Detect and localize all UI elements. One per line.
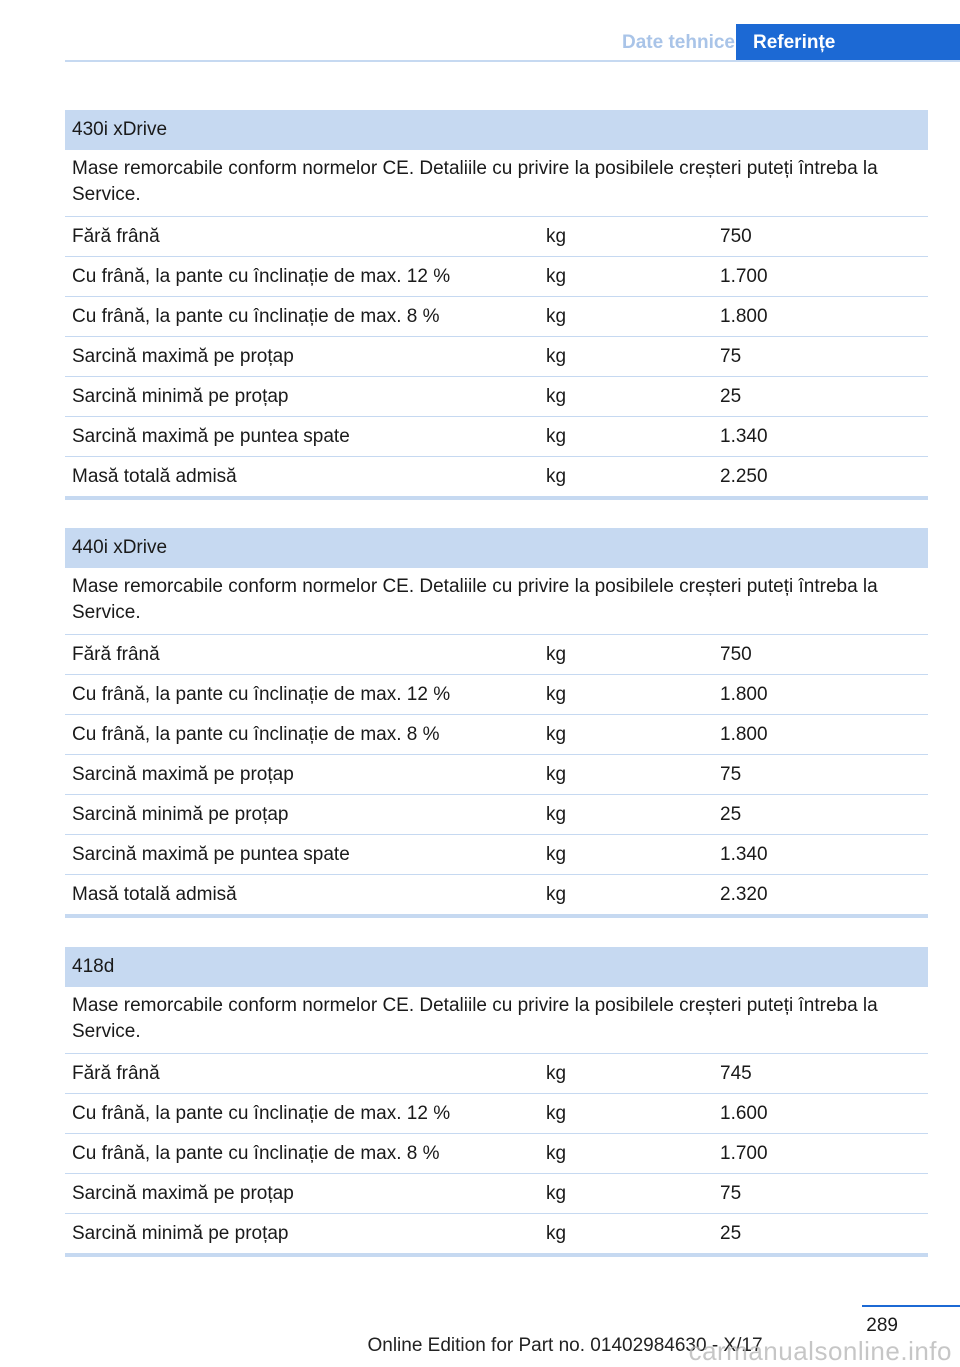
- row-value: 2.320: [720, 884, 768, 905]
- row-unit: kg: [546, 466, 567, 487]
- table-row: [65, 1174, 928, 1214]
- row-label: Cu frână, la pante cu înclinație de max. 12 %: [72, 1103, 451, 1124]
- table-title: 430i xDrive: [65, 110, 928, 150]
- row-label: Sarcină maximă pe puntea spate: [72, 426, 350, 447]
- table-row: [65, 417, 928, 457]
- table-body: [65, 635, 928, 918]
- table-row: [65, 257, 928, 297]
- row-label: Cu frână, la pante cu înclinație de max. 8 %: [72, 306, 440, 327]
- row-value: 25: [720, 386, 742, 407]
- table-note: Mase remorcabile conform normelor CE. Detaliile cu privire la posibilele creșteri puteți întreba la Service.: [65, 568, 928, 635]
- row-label: Sarcină maximă pe proțap: [72, 346, 294, 367]
- row-value: 1.800: [720, 724, 768, 745]
- table-note: Mase remorcabile conform normelor CE. Detaliile cu privire la posibilele creșteri puteți întreba la Service.: [65, 150, 928, 217]
- row-value: 1.600: [720, 1103, 768, 1124]
- row-label: Sarcină maximă pe proțap: [72, 1183, 294, 1204]
- row-label: Cu frână, la pante cu înclinație de max. 12 %: [72, 684, 451, 705]
- table-row: [65, 377, 928, 417]
- row-label: Sarcină minimă pe proțap: [72, 804, 289, 825]
- table-row: [65, 1094, 928, 1134]
- row-value: 750: [720, 226, 752, 247]
- row-value: 745: [720, 1063, 752, 1084]
- page-number: 289: [866, 1315, 898, 1336]
- header-divider: [65, 60, 960, 62]
- row-label: Fără frână: [72, 1063, 160, 1084]
- row-value: 1.340: [720, 426, 768, 447]
- header-section-tab[interactable]: Date tehnice: [622, 32, 735, 53]
- row-value: 1.800: [720, 684, 768, 705]
- table-row: [65, 1214, 928, 1257]
- row-label: Sarcină maximă pe puntea spate: [72, 844, 350, 865]
- row-unit: kg: [546, 426, 567, 447]
- row-unit: kg: [546, 1103, 567, 1124]
- row-unit: kg: [546, 684, 567, 705]
- table-body: [65, 217, 928, 500]
- row-value: 1.700: [720, 1143, 768, 1164]
- table-row: [65, 715, 928, 755]
- row-unit: kg: [546, 884, 567, 905]
- row-unit: kg: [546, 804, 567, 825]
- spec-table: [65, 528, 928, 918]
- row-label: Cu frână, la pante cu înclinație de max. 12 %: [72, 266, 451, 287]
- table-row: [65, 795, 928, 835]
- row-value: 75: [720, 764, 742, 785]
- row-unit: kg: [546, 644, 567, 665]
- spec-table: [65, 110, 928, 500]
- row-unit: kg: [546, 346, 567, 367]
- row-value: 25: [720, 804, 742, 825]
- table-row: [65, 675, 928, 715]
- table-row: [65, 1054, 928, 1094]
- row-value: 750: [720, 644, 752, 665]
- row-label: Fără frână: [72, 226, 160, 247]
- header-active-tab[interactable]: Referințe: [736, 24, 960, 62]
- row-unit: kg: [546, 306, 567, 327]
- row-label: Sarcină minimă pe proțap: [72, 386, 289, 407]
- table-row: [65, 337, 928, 377]
- row-label: Masă totală admisă: [72, 884, 237, 905]
- table-row: [65, 297, 928, 337]
- row-value: 75: [720, 1183, 742, 1204]
- row-unit: kg: [546, 844, 567, 865]
- row-value: 1.340: [720, 844, 768, 865]
- row-unit: kg: [546, 1143, 567, 1164]
- row-unit: kg: [546, 724, 567, 745]
- row-label: Cu frână, la pante cu înclinație de max. 8 %: [72, 1143, 440, 1164]
- row-unit: kg: [546, 764, 567, 785]
- table-row: [65, 1134, 928, 1174]
- row-value: 2.250: [720, 466, 768, 487]
- table-row: [65, 835, 928, 875]
- page-number-divider: [862, 1305, 960, 1307]
- row-unit: kg: [546, 386, 567, 407]
- row-unit: kg: [546, 1063, 567, 1084]
- table-title: 418d: [65, 947, 928, 987]
- row-label: Fără frână: [72, 644, 160, 665]
- row-value: 1.700: [720, 266, 768, 287]
- row-unit: kg: [546, 226, 567, 247]
- table-body: [65, 1054, 928, 1257]
- table-row: [65, 635, 928, 675]
- table-title: 440i xDrive: [65, 528, 928, 568]
- row-label: Sarcină minimă pe proțap: [72, 1223, 289, 1244]
- spec-table: [65, 947, 928, 1257]
- edition-text: Online Edition for Part no. 01402984630 - X/17: [367, 1335, 763, 1356]
- row-unit: kg: [546, 266, 567, 287]
- row-label: Cu frână, la pante cu înclinație de max. 8 %: [72, 724, 440, 745]
- row-value: 25: [720, 1223, 742, 1244]
- row-unit: kg: [546, 1183, 567, 1204]
- table-row: [65, 875, 928, 918]
- table-row: [65, 217, 928, 257]
- row-label: Masă totală admisă: [72, 466, 237, 487]
- table-row: [65, 755, 928, 795]
- table-row: [65, 457, 928, 500]
- row-value: 75: [720, 346, 742, 367]
- row-unit: kg: [546, 1223, 567, 1244]
- table-note: Mase remorcabile conform normelor CE. Detaliile cu privire la posibilele creșteri puteți întreba la Service.: [65, 987, 928, 1054]
- row-value: 1.800: [720, 306, 768, 327]
- row-label: Sarcină maximă pe proțap: [72, 764, 294, 785]
- watermark: carmanualsonline.info: [688, 1336, 952, 1366]
